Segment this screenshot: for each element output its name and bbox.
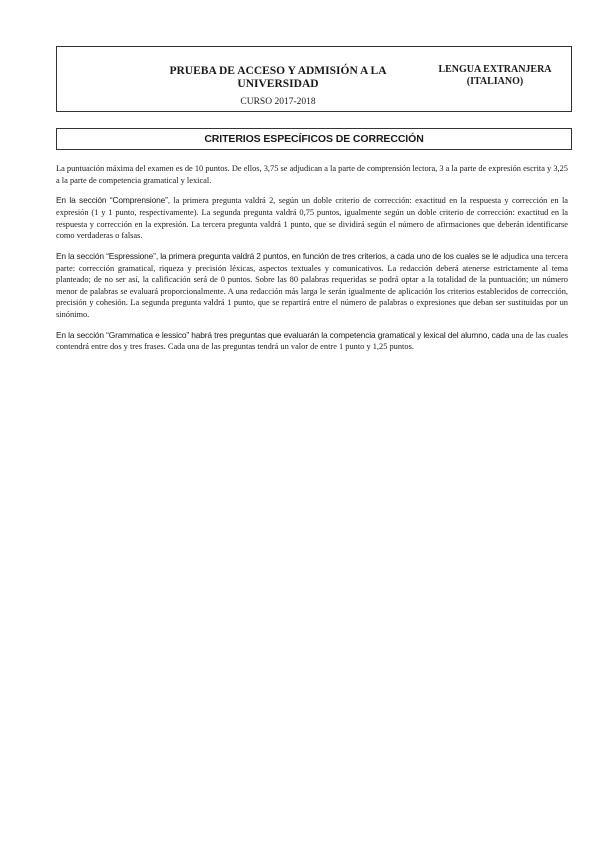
paragraph-lead: En la sección “Espressione”, la primera pregunta valdrá 2 puntos, en función de tres criterios, a cada uno de los cuales se le xyxy=(56,250,499,261)
subject-label xyxy=(425,64,565,87)
paragraph-lead: En la sección “Grammatica e lessico” habrá tres preguntas que evaluarán la competencia gramatical y lexical del alumno, cada xyxy=(56,329,510,340)
exam-header xyxy=(56,46,572,112)
paragraph-lead: En la sección “Comprensione”, xyxy=(56,195,170,206)
paragraph-text: adjudica una tercera parte: corrección gramatical, riqueza y precisión léxicas, aspectos textuales y comunicativos. La redacción deberá atenerse estrictamente al tema planteado; de no ser así, la calificación será de 0 puntos. Sobre las 80 palabras requeridas se podrá optar a la totalidad de la puntuación; un número menor de palabras se evaluará proporcionalmente. A una redacción más larga le serán igualmente de aplicación los criterios establecidos de corrección, precisión y cohesión. La segunda pregunta valdrá 1 punto, que se repartirá entre el número de palabras o expresiones que deban ser sustituidas por un sinónimo. xyxy=(56,251,568,319)
paragraph-grammatica xyxy=(56,330,568,353)
paragraph-comprensione xyxy=(56,195,568,241)
paragraph-espressione xyxy=(56,251,568,321)
exam-title: PRUEBA DE ACCESO Y ADMISIÓN A LA UNIVERSIDAD xyxy=(169,65,387,90)
exam-course: CURSO 2017-2018 xyxy=(240,97,316,107)
paragraph-text: una de las cuales contendrá entre dos y tres frases. Cada una de las preguntas tendrá un valor de entre 1 punto y 1,25 puntos. xyxy=(56,330,568,352)
section-heading-box xyxy=(56,128,572,150)
subject-line-2: (ITALIANO) xyxy=(466,75,524,87)
paragraph-scoring-overview: La puntuación máxima del examen es de 10 puntos. De ellos, 3,75 se adjudican a la parte de comprensión lectora, 3 a la parte de expresión escrita y 3,25 a la parte de competencia gramatical y lexical. xyxy=(56,164,568,185)
section-title: CRITERIOS ESPECÍFICOS DE CORRECCIÓN xyxy=(204,133,424,145)
paragraph-text: la primera pregunta valdrá 2, según un doble criterio de corrección: exactitud en la respuesta y corrección en la expresión (1 y 1 punto, respectivamente). La segunda pregunta valdrá 0,75 puntos, igualmente según un doble criterio de corrección: exactitud en la respuesta y corrección en la expresión. La tercera pregunta valdrá 1 punto, que se dividirá según el número de afirmaciones que deberán identificarse como verdaderas o falsas. xyxy=(56,196,568,241)
subject-line-1: LENGUA EXTRANJERA xyxy=(438,64,552,75)
document-body xyxy=(56,163,568,362)
